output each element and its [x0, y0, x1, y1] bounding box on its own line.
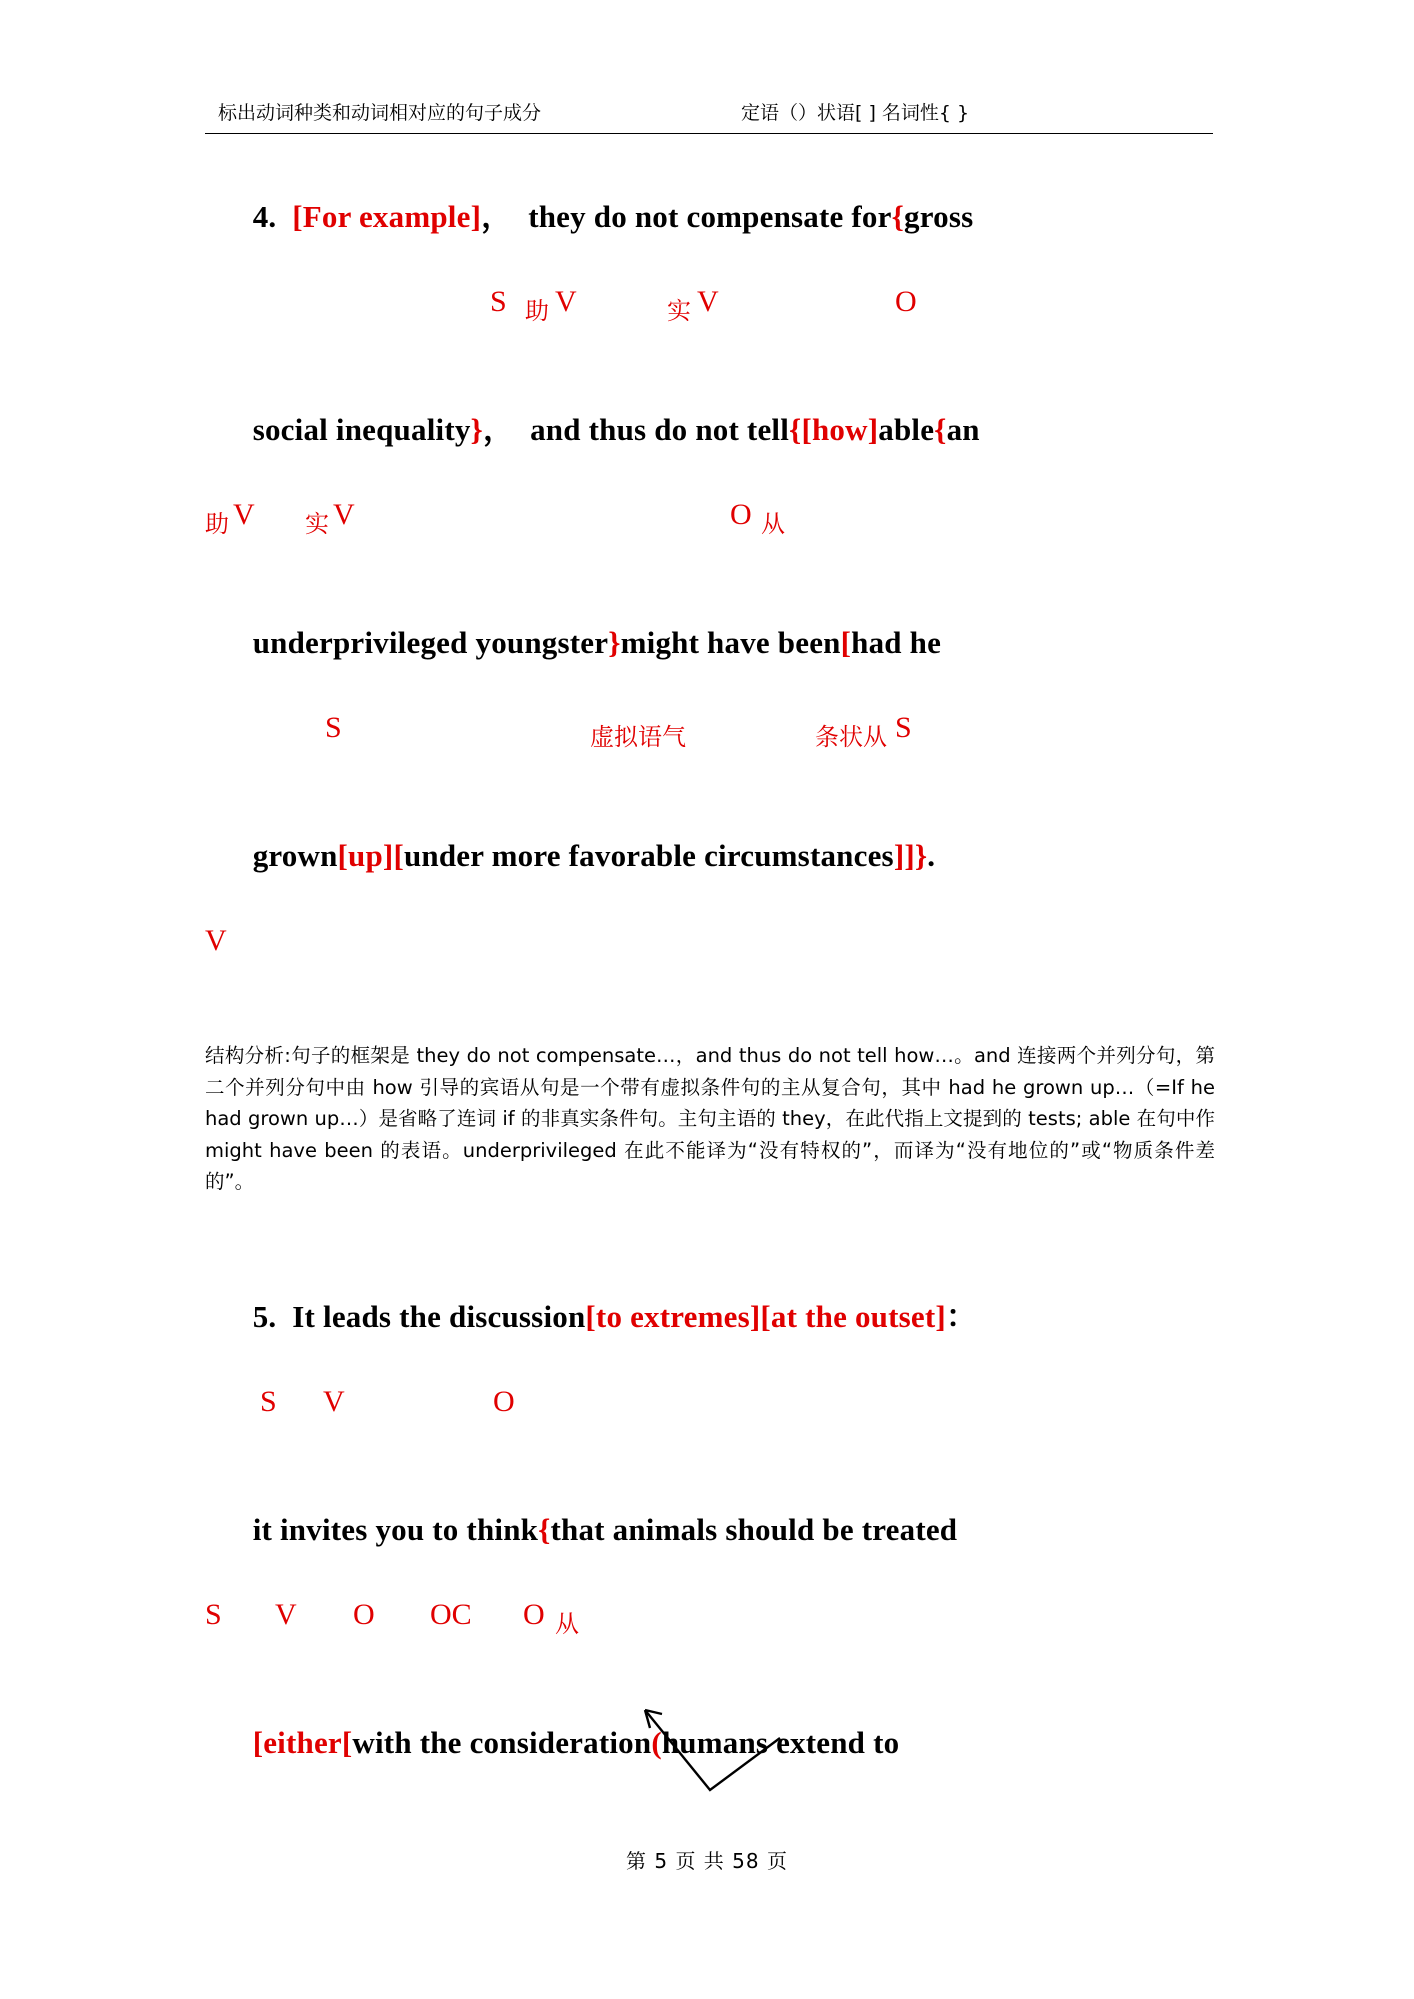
- role-marker: 虚拟语气: [590, 723, 686, 751]
- text-span: [For example]: [292, 199, 482, 234]
- text-span: that animals should be treated: [550, 1512, 958, 1547]
- item-5-number: 5.: [252, 1299, 277, 1334]
- role-marker: S: [260, 1385, 277, 1418]
- text-span: they do not compensate for: [528, 199, 892, 234]
- text-span: ]]}: [893, 838, 928, 873]
- text-span: it invites you to think: [252, 1512, 539, 1547]
- role-marker: 实: [305, 510, 329, 538]
- text-span: }: [608, 625, 621, 660]
- annotation-arrow-icon: [640, 1700, 840, 1820]
- text-span: and thus do not tell: [530, 412, 790, 447]
- text-span: ，: [481, 199, 513, 234]
- item-5-annotation-row-1: [205, 1385, 1215, 1449]
- role-marker: V: [323, 1385, 345, 1418]
- role-marker: V: [333, 498, 355, 531]
- item-4-line-4: [205, 809, 1215, 902]
- text-span: {: [789, 412, 802, 447]
- role-marker: 从: [761, 510, 785, 538]
- role-marker: 实: [667, 297, 691, 325]
- header-left-text: 标出动词种类和动词相对应的句子成分: [218, 102, 542, 124]
- text-span: social inequality: [252, 412, 471, 447]
- item-4-line-3: [205, 596, 1215, 689]
- item-5-line-1: [205, 1270, 1215, 1363]
- role-marker: OC: [430, 1598, 472, 1631]
- item-4-annotation-row-1: [205, 285, 1215, 349]
- role-marker: V: [555, 285, 577, 318]
- role-marker: 助: [205, 510, 229, 538]
- item-5-line-2: [205, 1483, 1215, 1576]
- text-span: .: [927, 838, 936, 873]
- text-span: had he: [851, 625, 942, 660]
- text-span: underprivileged youngster: [252, 625, 609, 660]
- role-marker: V: [275, 1598, 297, 1631]
- role-marker: 从: [555, 1610, 579, 1638]
- role-marker: V: [205, 924, 227, 957]
- page-header: [218, 98, 1203, 125]
- text-span: [: [840, 625, 852, 660]
- text-span: ，: [482, 412, 515, 447]
- text-span: under more favorable circumstances: [403, 838, 894, 873]
- text-span: It leads the discussion: [292, 1299, 586, 1334]
- role-marker: O: [493, 1385, 515, 1418]
- page-footer: 第 5 页 共 58 页: [626, 1849, 788, 1873]
- item-4-block: [205, 170, 1215, 988]
- role-marker: O: [730, 498, 752, 531]
- role-marker: 助: [525, 297, 549, 325]
- item-4-number: 4.: [252, 199, 277, 234]
- text-span: (: [651, 1725, 662, 1760]
- text-span: with the consideration: [352, 1725, 652, 1760]
- text-span: [either[: [252, 1725, 353, 1760]
- role-marker: O: [895, 285, 917, 318]
- item-4-annotation-row-4: [205, 924, 1215, 988]
- item-5-annotation-row-2: [205, 1598, 1215, 1662]
- role-marker: O: [523, 1598, 545, 1631]
- text-span: {: [934, 412, 947, 447]
- item-4-structure-analysis: 结构分析:句子的框架是 they do not compensate…，and thus do not tell how…。and 连接两个并列分句，第二个并列分句中由 how 引导的宾语从句是一个带有虚拟条件句的主从复合句，其中 had he grown up…（=If he had grown up…）是省略了连词 if 的非真实条件句。主句主语的 they，在此代指上文提到的 tests; able 在句中作 might have been 的表语。underprivileged 在此不能译为“没有特权的”，而译为“没有地位的”或“物质条件差的”。: [205, 1044, 1216, 1194]
- text-span: {: [538, 1512, 551, 1547]
- item-4-line-1: [205, 170, 1215, 263]
- text-span: [up][: [337, 838, 404, 873]
- text-span: an: [946, 412, 980, 447]
- text-span: humans extend to: [661, 1725, 900, 1760]
- role-marker: S: [205, 1598, 222, 1631]
- role-marker: S: [325, 711, 342, 744]
- text-span: }: [470, 412, 483, 447]
- text-span: might have been: [620, 625, 841, 660]
- text-span: [to extremes][at the outset]: [585, 1299, 946, 1334]
- role-marker: V: [697, 285, 719, 318]
- role-marker: S: [490, 285, 507, 318]
- item-4-annotation-row-3: [205, 711, 1215, 775]
- item-4-annotation-row-2: [205, 498, 1215, 562]
- text-span: [how]: [801, 412, 879, 447]
- text-span: grown: [252, 838, 338, 873]
- role-marker: V: [233, 498, 255, 531]
- item-4-line-2: [205, 383, 1215, 476]
- text-span: ：: [945, 1299, 978, 1334]
- text-span: {: [891, 199, 905, 234]
- role-marker: S: [895, 711, 912, 744]
- role-marker: 条状从: [815, 723, 887, 751]
- header-right-legend: 定语（）状语[ ] 名词性{ }: [741, 102, 970, 124]
- text-span: able: [878, 412, 935, 447]
- header-divider: [205, 133, 1213, 134]
- text-span: gross: [904, 199, 974, 234]
- role-marker: O: [353, 1598, 375, 1631]
